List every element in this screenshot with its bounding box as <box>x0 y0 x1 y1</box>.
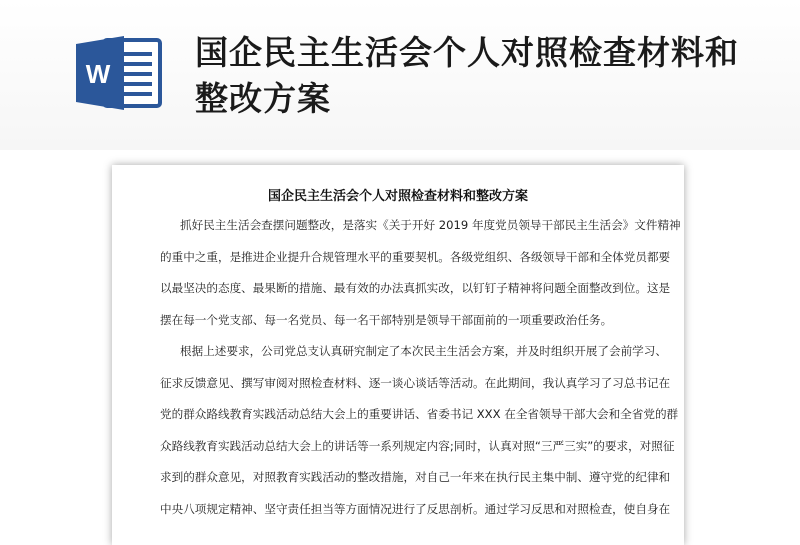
paragraph-line: 摆在每一个党支部、每一名党员、每一名干部特别是领导干部面前的一项重要政治任务。 <box>160 312 613 327</box>
page-title: 国企民主生活会个人对照检查材料和整改方案 <box>195 33 739 118</box>
paragraph-line: 中央八项规定精神、坚守责任担当等方面情况进行了反思剖析。通过学习反思和对照检查，使自身在 <box>160 501 671 516</box>
paragraph-line: 众路线教育实践活动总结大会上的讲话等一系列规定内容;同时，认真对照“三严三实”的要求，对照征 <box>160 438 675 453</box>
paragraph-line: 的重中之重，是推进企业提升合规管理水平的重要契机。各级党组织、各级领导干部和全体党员都要 <box>160 249 671 264</box>
document-title: 国企民主生活会个人对照检查材料和整改方案 <box>267 189 528 204</box>
word-icon-letter: W <box>85 59 111 89</box>
paragraph-line: 征求反馈意见、撰写审阅对照检查材料、逐一谈心谈话等活动。在此期间，我认真学习了习总书记在 <box>160 375 671 390</box>
paragraph-line: 以最坚决的态度、最果断的措施、最有效的办法真抓实改，以钉钉子精神将问题全面整改到位。这是 <box>160 281 671 295</box>
document-page <box>112 165 684 545</box>
word-icon <box>74 34 164 112</box>
paragraph-line: 抓好民主生活会查摆问题整改，是落实《关于开好 2019 年度党员领导干部民主生活会》文件精神 <box>180 218 681 232</box>
paragraph-line: 党的群众路线教育实践活动总结大会上的重要讲话、省委书记 XXX 在全省领导干部大会和全省党的群 <box>160 407 679 421</box>
header-banner <box>0 0 800 150</box>
paragraph-line: 根据上述要求，公司党总支认真研究制定了本次民主生活会方案，并及时组织开展了会前学习、 <box>180 344 667 358</box>
paragraph-line: 求到的群众意见，对照教育实践活动的整改措施，对自己一年来在执行民主集中制、遵守党的纪律和 <box>160 470 671 484</box>
